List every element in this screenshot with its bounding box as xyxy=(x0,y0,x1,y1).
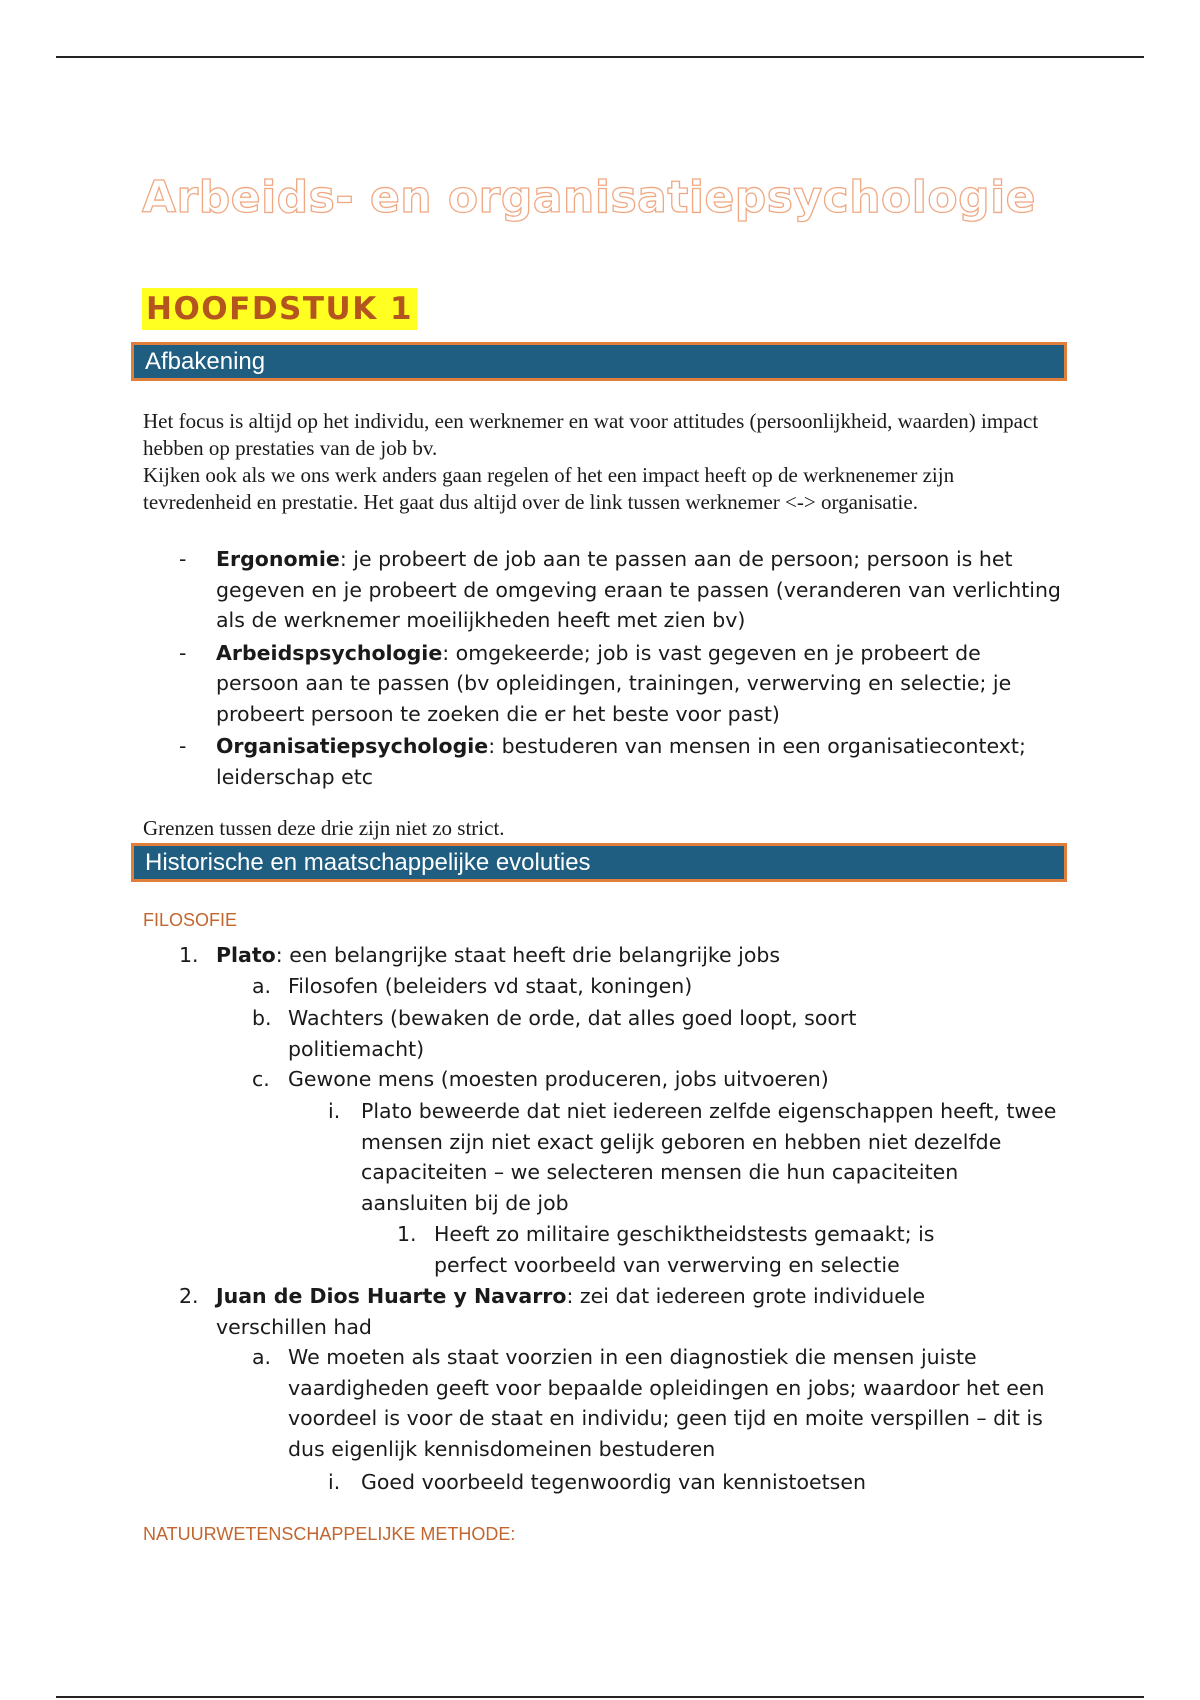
bullet-marker: - xyxy=(179,640,187,665)
bullet-marker: - xyxy=(179,547,187,571)
subheading-filosofie: FILOSOFIE xyxy=(143,910,238,930)
list-item xyxy=(143,1281,1013,1342)
item-text: Heeft zo militaire geschiktheidstests gemaakt; is perfect voorbeeld van verwerving en selectie xyxy=(434,1222,935,1277)
list-item xyxy=(288,1096,1063,1218)
chapter-heading: HOOFDSTUK 1 xyxy=(142,288,417,330)
list-marker: a. xyxy=(252,1345,272,1369)
list-marker: 1. xyxy=(397,1222,417,1246)
term-ergonomie: Ergonomie xyxy=(216,547,340,571)
list-item xyxy=(361,1219,1001,1280)
list-marker: c. xyxy=(252,1067,270,1091)
list-marker: 2. xyxy=(179,1284,199,1308)
item-text: Goed voorbeeld tegenwoordig van kennistoetsen xyxy=(361,1470,866,1494)
document-title: Arbeids- en organisatiepsychologie xyxy=(142,172,1037,223)
list-item xyxy=(143,940,1063,971)
list-item xyxy=(143,638,1063,730)
term-plato: Plato xyxy=(216,943,276,967)
item-text: Filosofen (beleiders vd staat, koningen) xyxy=(288,974,693,998)
list-marker: a. xyxy=(252,974,272,998)
list-item xyxy=(143,731,1063,792)
list-item xyxy=(216,1064,1063,1095)
term-huarte: Juan de Dios Huarte y Navarro xyxy=(216,1284,567,1308)
paragraph-intro-1: Het focus is altijd op het individu, een werknemer en wat voor attitudes (persoonlijkheid, waarden) impact hebben op prestaties van de job bv. xyxy=(143,409,1039,460)
list-marker: 1. xyxy=(179,943,199,967)
subheading-natuurwetenschappelijke-methode: NATUURWETENSCHAPPELIJKE METHODE: xyxy=(143,1524,516,1544)
definition-text: : je probeert de job aan te passen aan de persoon; persoon is het gegeven en je probeert de omgeving eraan te passen (veranderen van verlichting als de werknemer moeilijkheden heeft met zien bv) xyxy=(216,547,1061,632)
definition-text: : omgekeerde; job is vast gegeven en je probeert de persoon aan te passen (bv opleidingen, trainingen, verwerving en selectie; je probeert persoon te zoeken die er het beste voor past) xyxy=(216,640,1012,726)
item-text: Wachters (bewaken de orde, dat alles goed loopt, soort politiemacht) xyxy=(288,1006,857,1061)
list-marker: i. xyxy=(328,1470,341,1494)
paragraph-intro-2: Kijken ook als we ons werk anders gaan regelen of het een impact heeft op de werknenemer zijn tevredenheid en prestatie. Het gaat dus altijd over de link tussen werknemer <-> organisatie. xyxy=(143,463,955,514)
list-marker: b. xyxy=(252,1006,272,1030)
item-text: : zei dat iedereen grote individuele verschillen had xyxy=(216,1284,926,1339)
bullet-marker: - xyxy=(179,734,187,758)
list-item xyxy=(143,544,1063,636)
term-organisatiepsychologie: Organisatiepsychologie xyxy=(216,734,489,758)
item-text: : een belangrijke staat heeft drie belangrijke jobs xyxy=(275,943,781,967)
term-arbeidspsychologie: Arbeidspsychologie xyxy=(216,640,443,665)
section-heading-historische-evoluties: Historische en maatschappelijke evoluties xyxy=(131,843,1067,882)
section-heading-afbakening: Afbakening xyxy=(131,342,1067,381)
definitions-list xyxy=(143,544,1063,794)
top-rule xyxy=(56,56,1144,58)
list-marker: i. xyxy=(328,1099,341,1123)
bottom-rule xyxy=(56,1696,1144,1698)
item-text: We moeten als staat voorzien in een diagnostiek die mensen juiste vaardigheden geeft voor bepaalde opleidingen en jobs; waardoor het een voordeel is voor de staat en individu; geen tijd en moite verspillen – dit is dus eigenlijk kennisdomeinen bestuderen xyxy=(288,1345,1045,1461)
definition-text: : bestuderen van mensen in een organisatiecontext; leiderschap etc xyxy=(216,734,1026,789)
list-item xyxy=(216,1003,936,1064)
paragraph-closing: Grenzen tussen deze drie zijn niet zo strict. xyxy=(143,816,505,840)
item-text: Plato beweerde dat niet iedereen zelfde eigenschappen heeft, twee mensen zijn niet exact gelijk geboren en hebben niet dezelfde capaciteiten – we selecteren mensen die hun capaciteiten aansluiten bij de job xyxy=(361,1099,1057,1215)
list-item xyxy=(288,1467,1063,1498)
list-item xyxy=(216,1342,1063,1464)
item-text: Gewone mens (moesten produceren, jobs uitvoeren) xyxy=(288,1067,829,1091)
list-item xyxy=(216,971,1063,1002)
